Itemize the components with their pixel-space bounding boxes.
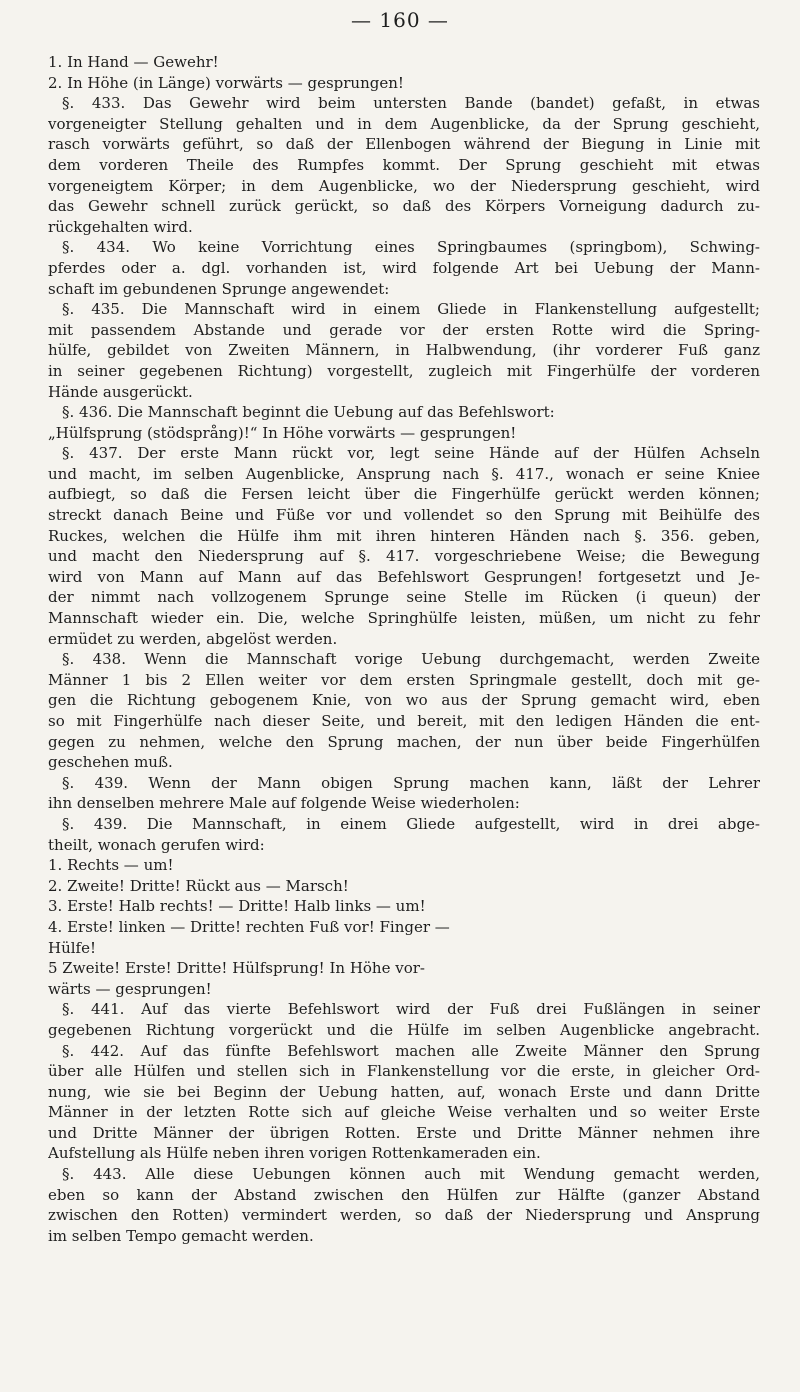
text-line: 5 Zweite! Erste! Dritte! Hülfsprung! In Höhe vor- bbox=[48, 959, 425, 978]
text-line: „Hülfsprung (stödsprång)!“ In Höhe vorwärts — gesprungen! bbox=[48, 423, 517, 442]
text-block bbox=[48, 52, 760, 1246]
text-line: Mannschaft wieder ein. Die, welche Springhülfe leisten, müßen, um nicht zu fehr bbox=[48, 609, 760, 628]
text-line: ihn denselben mehrere Male auf folgende Weise wiederholen: bbox=[48, 794, 520, 813]
text-line: §. 436. Die Mannschaft beginnt die Uebung auf das Befehlswort: bbox=[62, 403, 555, 422]
text-line: so mit Fingerhülfe nach dieser Seite, und bereit, mit den ledigen Händen die ent- bbox=[48, 712, 760, 730]
text-line: pferdes oder a. dgl. vorhanden ist, wird folgende Art bei Uebung der Mann- bbox=[48, 258, 760, 277]
text-line: hülfe, gebildet von Zweiten Männern, in Halbwendung, (ihr vorderer Fuß ganz bbox=[48, 341, 760, 360]
text-line: 2. In Höhe (in Länge) vorwärts — gesprungen! bbox=[48, 73, 404, 92]
text-line: mit passendem Abstande und gerade vor der ersten Rotte wird die Spring- bbox=[48, 320, 760, 339]
text-line: §. 439. Die Mannschaft, in einem Gliede aufgestellt, wird in drei abge- bbox=[62, 814, 760, 833]
text-line: und Dritte Männer der übrigen Rotten. Erste und Dritte Männer nehmen ihre bbox=[48, 1123, 760, 1142]
text-line: rückgehalten wird. bbox=[48, 217, 193, 236]
text-line: Ruckes, welchen die Hülfe ihm mit ihren hinteren Händen nach §. 356. geben, bbox=[48, 526, 760, 545]
text-line: zwischen den Rotten) vermindert werden, so daß der Niedersprung und Ansprung bbox=[48, 1206, 760, 1225]
text-line: und macht den Niedersprung auf §. 417. vorgeschriebene Weise; die Bewegung bbox=[48, 547, 760, 566]
text-line: §. 438. Wenn die Mannschaft vorige Uebung durchgemacht, werden Zweite bbox=[62, 650, 760, 669]
text-line: der nimmt nach vollzogenem Sprunge seine Stelle im Rücken (i queun) der bbox=[48, 588, 760, 607]
text-line: geschehen muß. bbox=[48, 753, 173, 772]
text-line: §. 435. Die Mannschaft wird in einem Gliede in Flankenstellung aufgestellt; bbox=[62, 300, 760, 319]
text-line: dem vorderen Theile des Rumpfes kommt. Der Sprung geschieht mit etwas bbox=[48, 155, 760, 174]
text-line: wird von Mann auf Mann auf das Befehlswort Gesprungen! fortgesetzt und Je- bbox=[48, 567, 760, 586]
text-line: 1. In Hand — Gewehr! bbox=[48, 53, 219, 71]
text-line: über alle Hülfen und stellen sich in Flankenstellung vor die erste, in gleicher Ord- bbox=[48, 1062, 760, 1081]
text-line: theilt, wonach gerufen wird: bbox=[48, 835, 265, 854]
text-line: aufbiegt, so daß die Fersen leicht über die Fingerhülfe gerückt werden können; bbox=[48, 485, 760, 504]
text-line: §. 442. Auf das fünfte Befehlswort machen alle Zweite Männer den Sprung bbox=[62, 1041, 760, 1060]
text-line: Männer in der letzten Rotte sich auf gleiche Weise verhalten und so weiter Erste bbox=[48, 1103, 760, 1122]
text-line: gegebenen Richtung vorgerückt und die Hülfe im selben Augenblicke angebracht. bbox=[48, 1020, 760, 1039]
text-line: §. 434. Wo keine Vorrichtung eines Springbaumes (springbom), Schwing- bbox=[62, 238, 760, 257]
text-line: Hülfe! bbox=[48, 938, 96, 957]
text-line: gegen zu nehmen, welche den Sprung machen, der nun über beide Fingerhülfen bbox=[48, 732, 760, 751]
text-line: 2. Zweite! Dritte! Rückt aus — Marsch! bbox=[48, 876, 349, 895]
text-line: Männer 1 bis 2 Ellen weiter vor dem ersten Springmale gestellt, doch mit ge- bbox=[48, 670, 760, 689]
text-line: rasch vorwärts geführt, so daß der Ellenbogen während der Biegung in Linie mit bbox=[48, 135, 760, 154]
text-line: Hände ausgerückt. bbox=[48, 382, 193, 401]
text-line: §. 439. Wenn der Mann obigen Sprung machen kann, läßt der Lehrer bbox=[62, 773, 760, 792]
text-line: nung, wie sie bei Beginn der Uebung hatten, auf, wonach Erste und dann Dritte bbox=[48, 1082, 760, 1101]
text-line: 1. Rechts — um! bbox=[48, 856, 174, 875]
text-line: gen die Richtung gebogenem Knie, von wo aus der Sprung gemacht wird, eben bbox=[48, 691, 760, 710]
text-line: §. 441. Auf das vierte Befehlswort wird der Fuß drei Fußlängen in seiner bbox=[62, 1000, 760, 1019]
text-line: streckt danach Beine und Füße vor und vollendet so den Sprung mit Beihülfe des bbox=[48, 506, 760, 525]
text-line: in seiner gegebenen Richtung) vorgestellt, zugleich mit Fingerhülfe der vorderen bbox=[48, 361, 760, 380]
text-line: §. 437. Der erste Mann rückt vor, legt seine Hände auf der Hülfen Achseln bbox=[62, 444, 760, 463]
page-number: — 160 — bbox=[351, 8, 449, 32]
text-line: wärts — gesprungen! bbox=[48, 979, 212, 998]
text-line: vorgeneigtem Körper; in dem Augenblicke, wo der Niedersprung geschieht, wird bbox=[48, 176, 760, 195]
text-line: eben so kann der Abstand zwischen den Hülfen zur Hälfte (ganzer Abstand bbox=[48, 1185, 760, 1204]
text-line: schaft im gebundenen Sprunge angewendet: bbox=[48, 279, 390, 298]
text-line: §. 433. Das Gewehr wird beim untersten Bande (bandet) gefaßt, in etwas bbox=[62, 94, 760, 113]
text-line: ermüdet zu werden, abgelöst werden. bbox=[48, 629, 338, 648]
text-line: 4. Erste! linken — Dritte! rechten Fuß vor! Finger — bbox=[48, 917, 450, 936]
text-line: §. 443. Alle diese Uebungen können auch mit Wendung gemacht werden, bbox=[62, 1165, 760, 1184]
text-line: und macht, im selben Augenblicke, Ansprung nach §. 417., wonach er seine Kniee bbox=[48, 464, 760, 483]
text-line: das Gewehr schnell zurück gerückt, so daß des Körpers Vorneigung dadurch zu- bbox=[48, 197, 760, 216]
text-line: Aufstellung als Hülfe neben ihren vorigen Rottenkameraden ein. bbox=[48, 1144, 541, 1163]
text-line: 3. Erste! Halb rechts! — Dritte! Halb links — um! bbox=[48, 897, 426, 916]
text-line: im selben Tempo gemacht werden. bbox=[48, 1226, 314, 1245]
text-line: vorgeneigter Stellung gehalten und in dem Augenblicke, da der Sprung geschieht, bbox=[48, 114, 760, 133]
